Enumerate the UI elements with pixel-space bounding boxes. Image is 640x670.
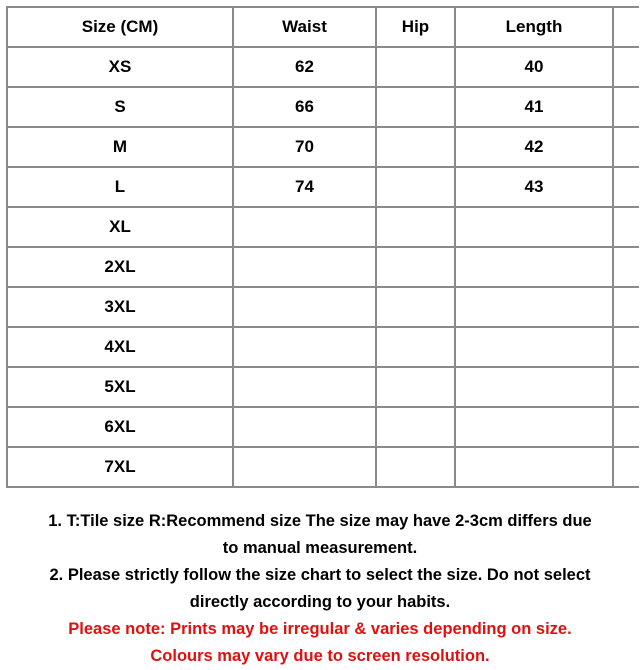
table-row — [7, 207, 639, 247]
cell-hip — [376, 87, 455, 127]
cell-length: 43 — [455, 167, 613, 207]
cell-length — [455, 407, 613, 447]
cell-extra — [613, 447, 639, 487]
cell-waist: 62 — [233, 47, 376, 87]
cell-size: XL — [7, 207, 233, 247]
note-2-line-1: 2. Please strictly follow the size chart to select the size. Do not select — [49, 566, 591, 584]
table-row — [7, 247, 639, 287]
cell-extra — [613, 127, 639, 167]
header-extra — [613, 7, 639, 47]
cell-hip — [376, 447, 455, 487]
cell-extra — [613, 167, 639, 207]
cell-size: M — [7, 127, 233, 167]
table-header-row — [7, 7, 639, 47]
cell-extra — [613, 247, 639, 287]
cell-size: 7XL — [7, 447, 233, 487]
cell-waist — [233, 247, 376, 287]
table-row — [7, 287, 639, 327]
cell-hip — [376, 247, 455, 287]
size-chart-table — [6, 6, 639, 488]
table-row — [7, 447, 639, 487]
cell-size: 3XL — [7, 287, 233, 327]
cell-length: 42 — [455, 127, 613, 167]
cell-size: S — [7, 87, 233, 127]
header-waist: Waist — [233, 7, 376, 47]
cell-hip — [376, 287, 455, 327]
cell-extra — [613, 87, 639, 127]
cell-waist: 66 — [233, 87, 376, 127]
table-row — [7, 167, 639, 207]
cell-length: 41 — [455, 87, 613, 127]
cell-waist — [233, 287, 376, 327]
table-row — [7, 327, 639, 367]
cell-length — [455, 367, 613, 407]
cell-waist — [233, 407, 376, 447]
cell-waist — [233, 327, 376, 367]
header-size: Size (CM) — [7, 7, 233, 47]
cell-size: 5XL — [7, 367, 233, 407]
cell-waist: 74 — [233, 167, 376, 207]
note-1-line-1: 1. T:Tile size R:Recommend size The size may have 2-3cm differs due — [48, 512, 592, 530]
cell-length: 40 — [455, 47, 613, 87]
table-row — [7, 407, 639, 447]
size-notes — [0, 508, 640, 670]
cell-hip — [376, 167, 455, 207]
table-row — [7, 87, 639, 127]
cell-hip — [376, 367, 455, 407]
warning-colours: Colours may vary due to screen resolution. — [150, 647, 490, 665]
cell-waist — [233, 207, 376, 247]
cell-length — [455, 287, 613, 327]
cell-waist — [233, 447, 376, 487]
cell-extra — [613, 287, 639, 327]
cell-length — [455, 207, 613, 247]
cell-extra — [613, 367, 639, 407]
cell-hip — [376, 207, 455, 247]
cell-length — [455, 327, 613, 367]
cell-extra — [613, 207, 639, 247]
cell-waist: 70 — [233, 127, 376, 167]
cell-length — [455, 247, 613, 287]
cell-extra — [613, 327, 639, 367]
table-row — [7, 127, 639, 167]
header-hip: Hip — [376, 7, 455, 47]
cell-size: 2XL — [7, 247, 233, 287]
cell-hip — [376, 127, 455, 167]
note-2-line-2: directly according to your habits. — [189, 593, 451, 611]
cell-size: 4XL — [7, 327, 233, 367]
cell-size: L — [7, 167, 233, 207]
cell-length — [455, 447, 613, 487]
header-length: Length — [455, 7, 613, 47]
cell-size: 6XL — [7, 407, 233, 447]
note-1-line-2: to manual measurement. — [222, 539, 418, 557]
cell-extra — [613, 407, 639, 447]
cell-hip — [376, 47, 455, 87]
cell-hip — [376, 327, 455, 367]
cell-hip — [376, 407, 455, 447]
cell-extra — [613, 47, 639, 87]
table-row — [7, 367, 639, 407]
cell-waist — [233, 367, 376, 407]
cell-size: XS — [7, 47, 233, 87]
table-row — [7, 47, 639, 87]
warning-prints: Please note: Prints may be irregular & varies depending on size. — [68, 620, 572, 638]
